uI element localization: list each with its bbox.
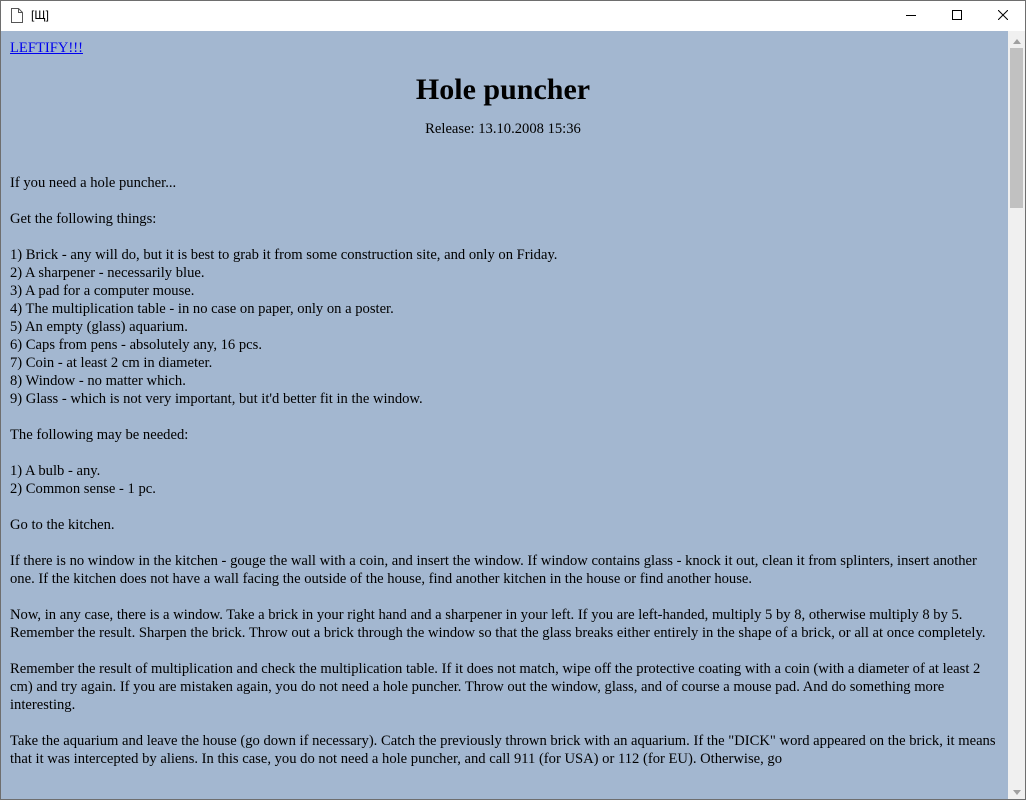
things-list bbox=[10, 246, 996, 408]
window-title: [Щ] bbox=[31, 8, 49, 22]
paragraph: If there is no window in the kitchen - gouge the wall with a coin, and insert the window. If window contains glass - knock it out, clean it from splinters, insert another one. If the kitchen does not have a wall facing the outside of the house, find another kitchen in the house or find another house. bbox=[10, 553, 977, 587]
paragraph: Take the aquarium and leave the house (go down if necessary). Catch the previously thrown brick with an aquarium. If the "DICK" word appeared on the brick, it means that it was intercepted by aliens. In this case, you do not need a hole puncher, and call 911 (for USA) or 112 (for EU). Otherwise, go bbox=[10, 733, 996, 767]
list-item: 3) A pad for a computer mouse. bbox=[10, 283, 195, 299]
list-item: 6) Caps from pens - absolutely any, 16 pcs. bbox=[10, 337, 262, 353]
list-item: 8) Window - no matter which. bbox=[10, 373, 186, 389]
title-bar[interactable] bbox=[1, 1, 1025, 31]
maximize-button[interactable] bbox=[934, 1, 980, 31]
scroll-up-button[interactable] bbox=[1008, 31, 1025, 48]
scrollbar-thumb[interactable] bbox=[1010, 48, 1023, 208]
arrow-up-icon bbox=[1013, 31, 1021, 49]
list-item: 4) The multiplication table - in no case on paper, only on a poster. bbox=[10, 301, 394, 317]
list-item: 9) Glass - which is not very important, but it'd better fit in the window. bbox=[10, 391, 423, 407]
list-item: 1) A bulb - any. bbox=[10, 463, 101, 479]
maybe-list bbox=[10, 462, 996, 498]
paragraph: Remember the result of multiplication and check the multiplication table. If it does not match, wipe off the protective coating with a coin (with a diameter of at least 2 cm) and try again. If you are mistaken again, you do not need a hole puncher. Throw out the window, glass, and of course a mouse pad. And do something more interesting. bbox=[10, 661, 981, 713]
page-content bbox=[1, 31, 1008, 799]
minimize-icon bbox=[906, 7, 916, 25]
list-item: 2) A sharpener - necessarily blue. bbox=[10, 265, 205, 281]
paragraph: Go to the kitchen. bbox=[10, 517, 115, 533]
list-item: 2) Common sense - 1 pc. bbox=[10, 481, 156, 497]
intro-text: If you need a hole puncher... bbox=[10, 175, 177, 191]
vertical-scrollbar[interactable] bbox=[1008, 31, 1025, 799]
arrow-down-icon bbox=[1013, 782, 1021, 800]
minimize-button[interactable] bbox=[888, 1, 934, 31]
paragraph: Now, in any case, there is a window. Take a brick in your right hand and a sharpener in your left. If you are left-handed, multiply 5 by 8, otherwise multiply 8 by 5. Remember the result. Sharpen the brick. Throw out a brick through the window so that the glass breaks either entirely in the shape of a brick, or all at once completely. bbox=[10, 607, 986, 641]
close-button[interactable] bbox=[980, 1, 1026, 31]
page-title: Hole puncher bbox=[415, 73, 591, 106]
release-date: Release: 13.10.2008 15:36 bbox=[425, 121, 581, 137]
scroll-down-button[interactable] bbox=[1008, 782, 1025, 799]
maximize-icon bbox=[952, 7, 962, 25]
leftify-link[interactable]: LEFTIFY!!! bbox=[10, 40, 83, 56]
close-icon bbox=[998, 7, 1008, 25]
document-icon bbox=[11, 8, 23, 23]
things-heading: Get the following things: bbox=[10, 211, 157, 227]
maybe-heading: The following may be needed: bbox=[10, 427, 189, 443]
list-item: 5) An empty (glass) aquarium. bbox=[10, 319, 188, 335]
list-item: 1) Brick - any will do, but it is best to grab it from some construction site, and only on Friday. bbox=[10, 247, 558, 263]
list-item: 7) Coin - at least 2 cm in diameter. bbox=[10, 355, 213, 371]
